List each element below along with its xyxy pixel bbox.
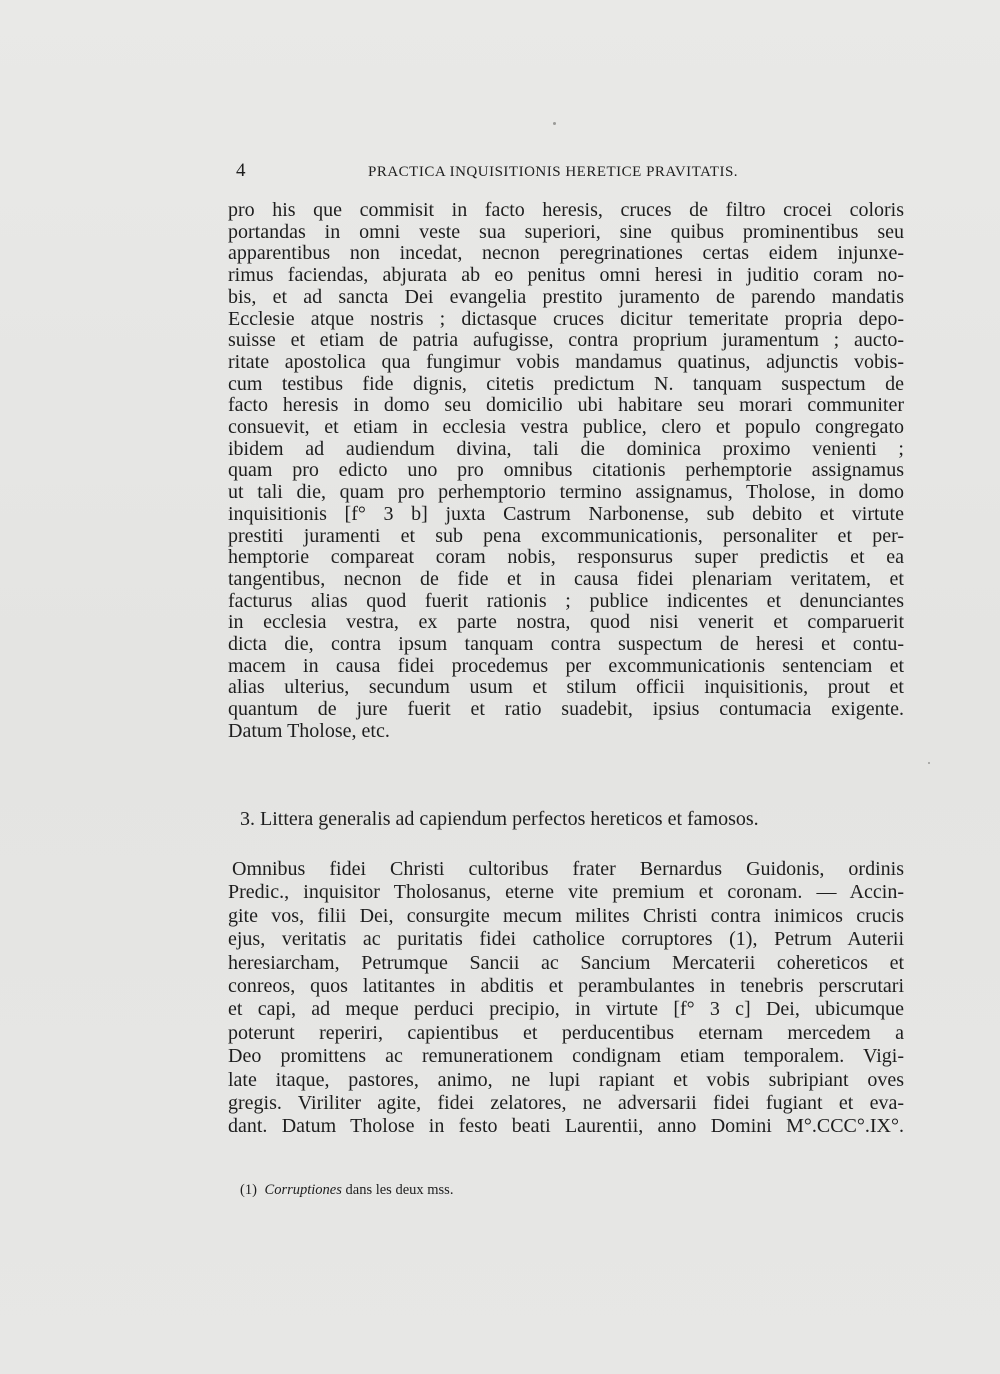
- paragraph-2: [228, 858, 904, 1139]
- text-line: tangentibus, necnon de fide et in causa fidei plenariam veritatem, et: [228, 568, 904, 590]
- text-line: ibidem ad audiendum divina, tali die dominica proximo venienti ;: [228, 438, 904, 460]
- text-line: prestiti juramenti et sub pena excommunicationis, personaliter et per-: [228, 525, 904, 547]
- text-line: Predic., inquisitor Tholosanus, eterne vite premium et coronam. — Accin-: [228, 881, 904, 904]
- text-line: dant. Datum Tholose in festo beati Laurentii, anno Domini M°.CCC°.IX°.: [228, 1115, 904, 1138]
- text-line: ejus, veritatis ac puritatis fidei catholice corruptores (1), Petrum Auterii: [228, 928, 904, 951]
- text-line: pro his que commisit in facto heresis, cruces de filtro crocei coloris: [228, 200, 904, 221]
- page-header: [228, 160, 904, 186]
- text-line: ut tali die, quam pro perhemptorio termino assignamus, Tholose, in domo: [228, 482, 904, 504]
- paper-speck: [928, 762, 930, 764]
- text-line: hemptorie compareat coram nobis, responsurus super predictis et ea: [228, 547, 904, 569]
- text-line: et capi, ad meque perduci precipio, in virtute [f° 3 c] Dei, ubicumque: [228, 998, 904, 1021]
- text-line: consuevit, et etiam in ecclesia vestra publice, clero et populo congregato: [228, 417, 904, 439]
- text-line: alias ulterius, secundum usum et stilum officii inquisitionis, prout et: [228, 677, 904, 699]
- paragraph-1: [228, 200, 904, 743]
- text-line: cum testibus fide dignis, citetis predictum N. tanquam suspectum de: [228, 373, 904, 395]
- text-line: gite vos, filii Dei, consurgite mecum milites Christi contra inimicos crucis: [228, 904, 904, 927]
- text-line: bis, et ad sancta Dei evangelia prestito juramento de parendo mandatis: [228, 286, 904, 308]
- text-line: apparentibus non incedat, necnon peregrinationes certas eidem injunxe-: [228, 243, 904, 265]
- running-title: PRACTICA INQUISITIONIS HERETICE PRAVITATIS.: [368, 164, 739, 180]
- footnote: [240, 1180, 640, 1200]
- footnote-italic-term: Corruptiones: [264, 1182, 342, 1198]
- text-line: Datum Tholose, etc.: [228, 720, 390, 742]
- text-line: Deo promittens ac remunerationem condignam etiam temporalem. Vigi-: [228, 1045, 904, 1068]
- text-line: suisse et etiam de patria aufugisse, contra proprium juramentum ; aucto-: [228, 330, 904, 352]
- page-number: 4: [236, 160, 246, 181]
- text-line: portandas in omni veste sua superiori, sine quibus prominentibus seu: [228, 221, 904, 243]
- text-line: Omnibus fidei Christi cultoribus frater Bernardus Guidonis, ordinis: [232, 858, 904, 880]
- text-line: late itaque, pastores, animo, ne lupi rapiant et vobis subripiant oves: [228, 1068, 904, 1091]
- section-heading: 3. Littera generalis ad capiendum perfectos hereticos et famosos.: [240, 808, 759, 830]
- text-line: dicta die, contra ipsum tanquam contra suspectum de heresi et contu-: [228, 634, 904, 656]
- text-line: macem in causa fidei procedemus per excommunicationis sentenciam et: [228, 655, 904, 677]
- text-line: poterunt reperiri, capientibus et perducentibus eternam mercedem a: [228, 1021, 904, 1044]
- text-line: in ecclesia vestra, ex parte nostra, quod nisi venerit et comparuerit: [228, 612, 904, 634]
- text-line: inquisitionis [f° 3 b] juxta Castrum Narbonense, sub debito et virtute: [228, 503, 904, 525]
- text-line: facturus alias quod fuerit rationis ; publice indicentes et denunciantes: [228, 590, 904, 612]
- text-line: gregis. Viriliter agite, fidei zelatores, ne adversarii fidei fugiant et eva-: [228, 1092, 904, 1115]
- footnote-marker: (1): [240, 1182, 257, 1198]
- text-line: conreos, quos latitantes in abditis et perambulantes in tenebris perscrutari: [228, 975, 904, 998]
- text-line: Ecclesie atque nostris ; dictasque cruces dicitur temeritate propria depo-: [228, 308, 904, 330]
- paper-speck: [553, 122, 556, 125]
- footnote-text: dans les deux mss.: [345, 1182, 454, 1198]
- text-line: facto heresis in domo seu domicilio ubi habitare seu morari communiter: [228, 395, 904, 417]
- text-line: quam pro edicto uno pro omnibus citationis perhemptorie assignamus: [228, 460, 904, 482]
- text-line: rimus faciendas, abjurata ab eo penitus omni heresi in juditio coram no-: [228, 265, 904, 287]
- text-line: quantum de jure fuerit et ratio suadebit, ipsius contumacia exigente.: [228, 699, 904, 721]
- text-line: heresiarcham, Petrumque Sancii ac Sancium Mercaterii cohereticos et: [228, 951, 904, 974]
- text-line: ritate apostolica qua fungimur vobis mandamus quatinus, adjunctis vobis-: [228, 351, 904, 373]
